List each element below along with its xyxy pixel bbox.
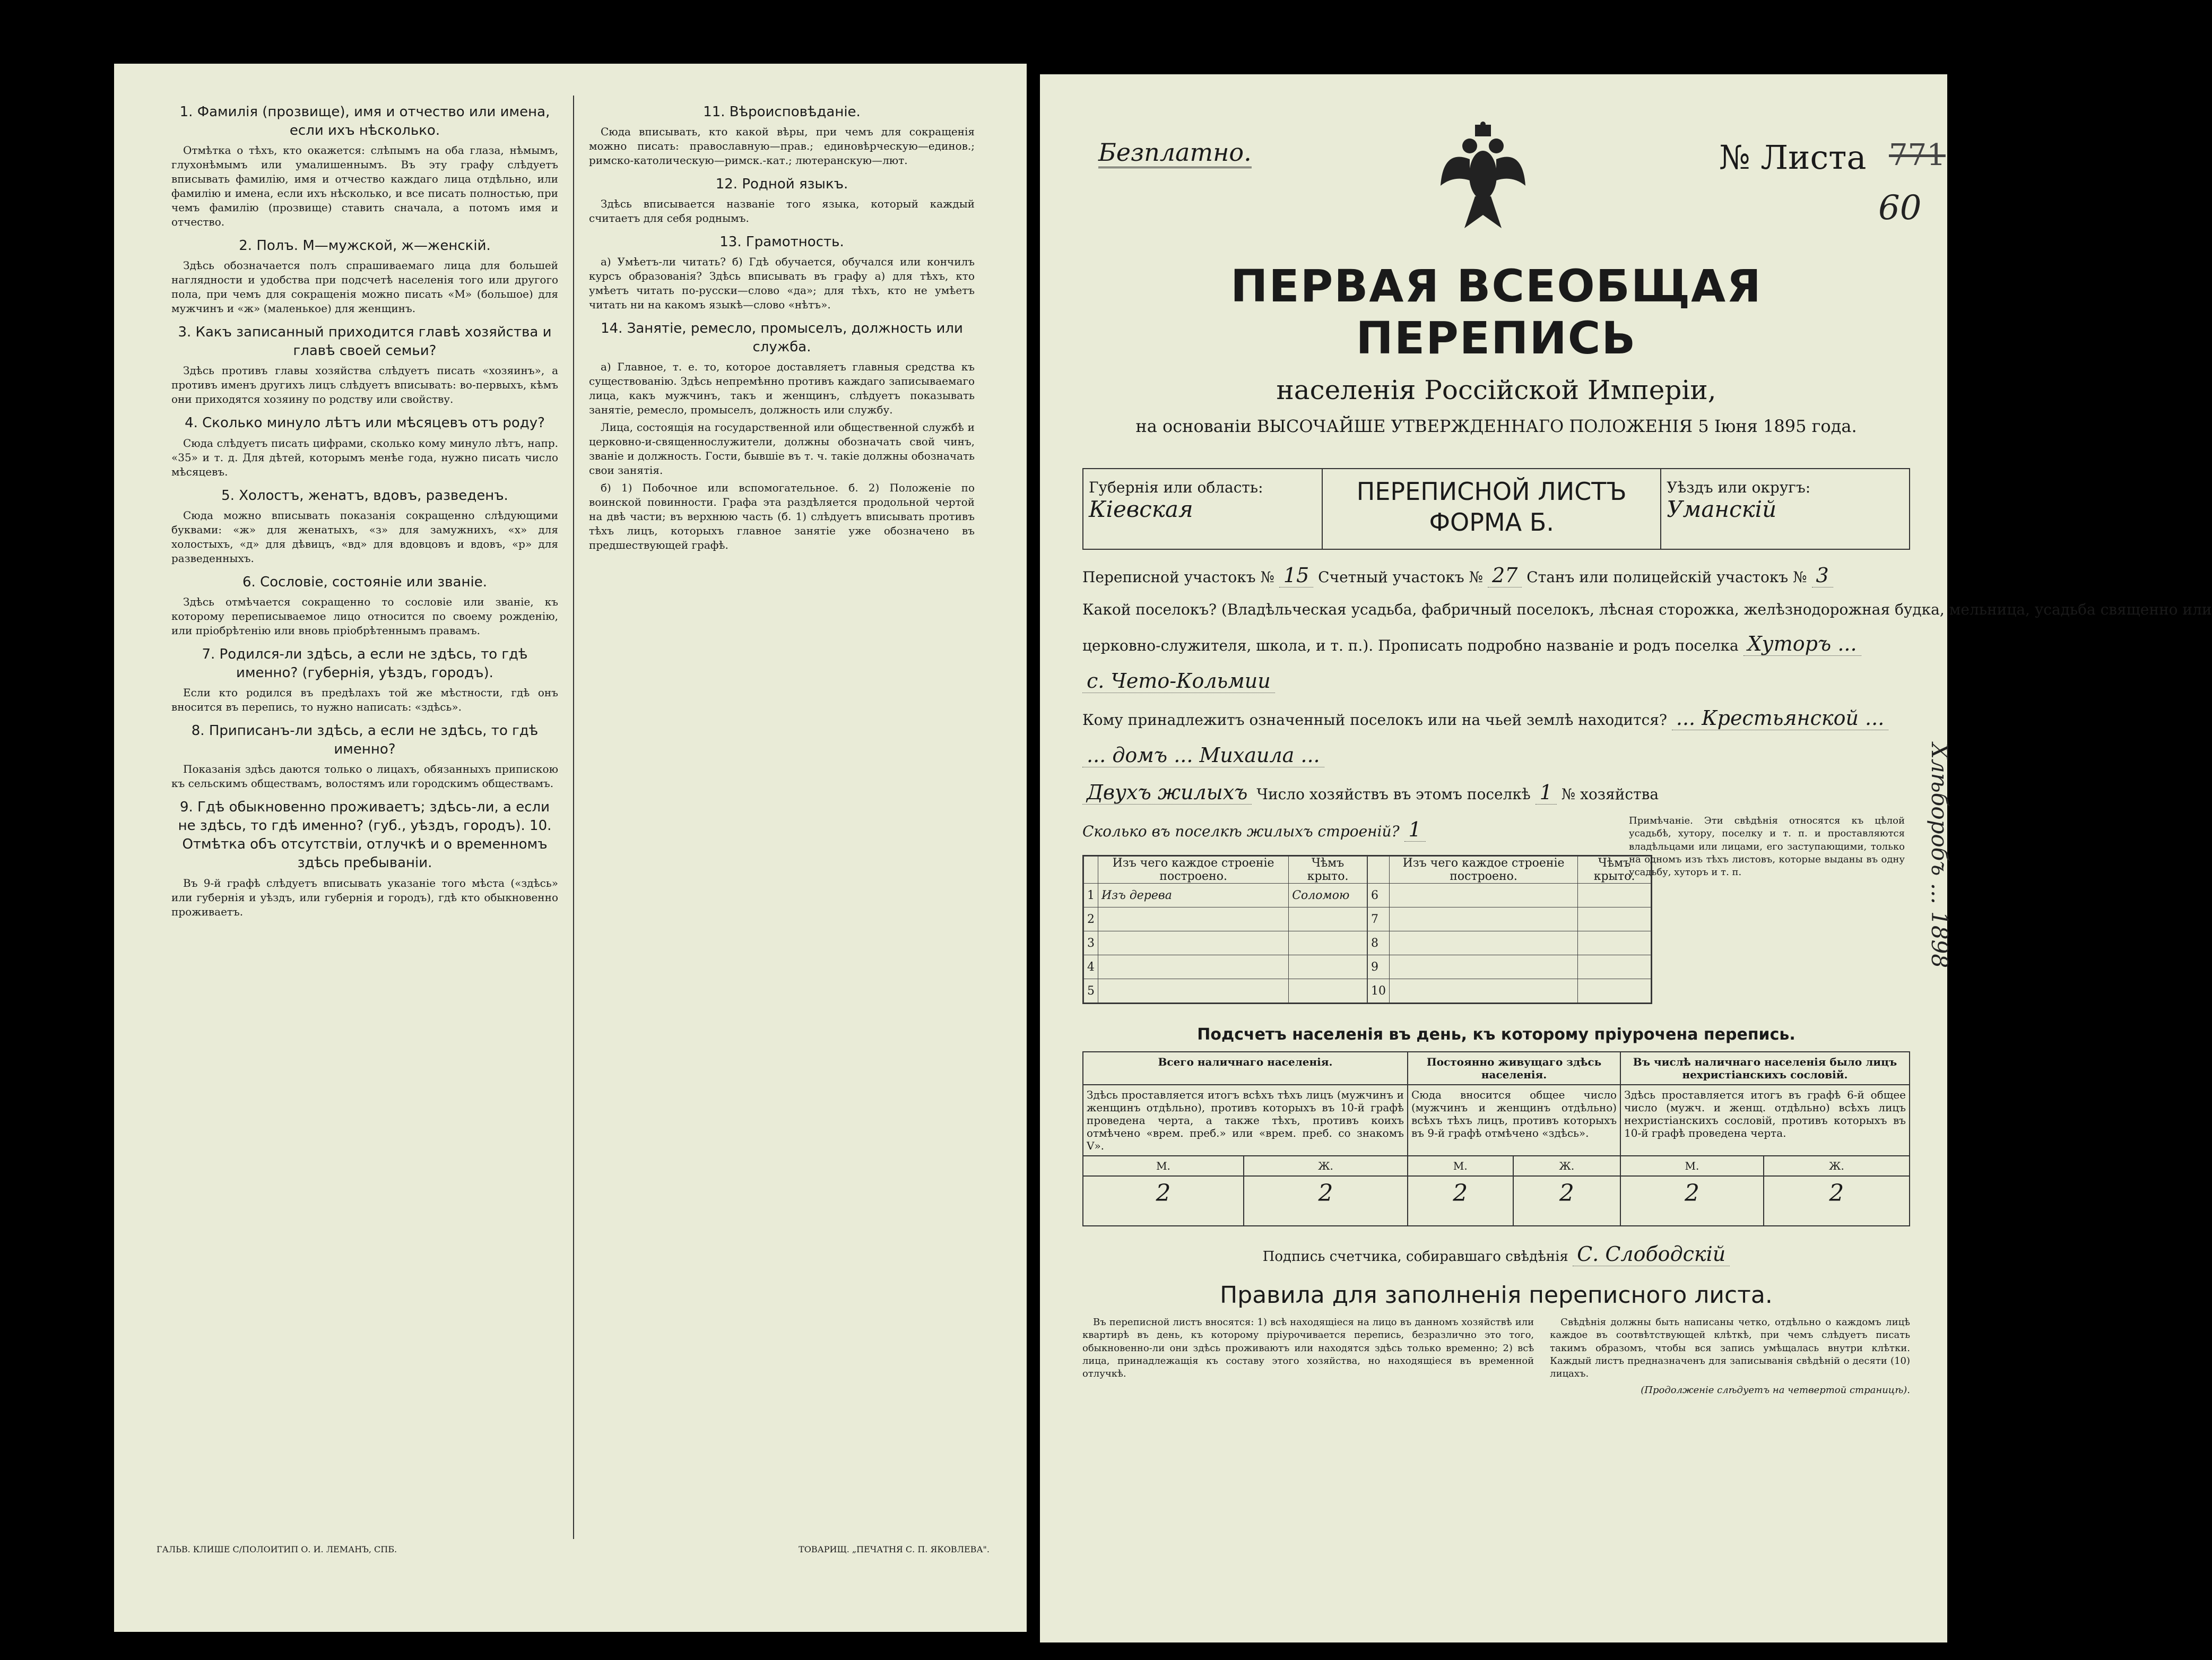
building-row (1084, 907, 1367, 931)
printer-right: ТОВАРИЩ. „ПЕЧАТНЯ С. П. ЯКОВЛЕВА". (799, 1544, 990, 1554)
section-text: а) Главное, т. е. то, которое доставляетъ главныя средства къ существованію. Здѣсь непремѣнно противъ каждаго записываемаго лица, какъ мужчинъ, такъ и женщинъ, слѣдуетъ показывать занятіе, ремесло, промыселъ, должность или службу. (589, 360, 975, 417)
printer-left: ГАЛЬВ. КЛИШЕ С/ПОЛОИТИП О. И. ЛЕМАНЪ, СПБ. (157, 1544, 397, 1554)
household-number-label: № хозяйства (1561, 785, 1659, 803)
settlement-name-value: Хуторъ ... (1743, 632, 1861, 656)
signature-value: С. Слободскій (1573, 1242, 1730, 1266)
built-of-header: Изъ чего каждое строеніе построено. (1098, 857, 1289, 884)
settlement-row: Какой поселокъ? (Владѣльческая усадьба, фабричный поселокъ, лѣсная сторожка, желѣзнодорожная будка, мельница, усадьба священно или (1082, 601, 2212, 618)
precinct-label: Переписной участокъ № (1082, 568, 1274, 586)
section-text: Сюда слѣдуетъ писать цифрами, сколько кому минуло лѣтъ, напр. «35» и т. д. Для дѣтей, которымъ менѣе года, нужно писать число мѣсяцевъ. (171, 436, 558, 478)
signature-row (1082, 1242, 1910, 1266)
section-heading: 13. Грамотность. (719, 234, 844, 250)
settlement-row-3 (1082, 669, 1910, 693)
building-cell: 3 (1084, 931, 1098, 955)
owner-row-2 (1082, 743, 1910, 767)
building-cell: 8 (1368, 931, 1390, 955)
section-heading: 7. Родился-ли здѣсь, а если не здѣсь, то гдѣ именно? (губернія, уѣздъ, городъ). (202, 646, 528, 681)
sex-header: М. (1083, 1156, 1244, 1176)
form-name: ПЕРЕПИСНОЙ ЛИСТЪ (1356, 477, 1627, 506)
section-text: а) Умѣетъ-ли читать? б) Гдѣ обучается, обучался или кончилъ курсъ образованія? Здѣсь вписывать въ графу а) для тѣхъ, кто умѣетъ читать по-русски—слово «да»; для тѣхъ, кто не умѣетъ читать ни на какомъ языкѣ—слово «нѣтъ». (589, 255, 975, 312)
population-column-header: Въ числѣ наличнаго населенія было лицъ нехристіанскихъ сословій. (1620, 1052, 1910, 1085)
building-cell (1289, 907, 1367, 931)
governorate-value: Кіевская (1089, 496, 1193, 522)
population-column-text: Здѣсь проставляется итогъ въ графѣ 6-й общее число (мужч. и женщ. отдѣльно) всѣхъ лицъ нехристіанскихъ сословій, противъ которыхъ въ 10-й графѣ проведена черта. (1620, 1085, 1910, 1156)
building-cell (1098, 955, 1289, 979)
buildings-table-left (1083, 856, 1367, 1003)
section-heading: 2. Полъ. М—мужской, ж—женскій. (239, 238, 491, 254)
sheet-number-label: № Листа (1719, 138, 1867, 177)
form-header-box (1082, 468, 1910, 550)
building-cell: 4 (1084, 955, 1098, 979)
population-value: 2 (1408, 1176, 1513, 1226)
population-value: 2 (1244, 1176, 1408, 1226)
population-column-header: Постоянно живущаго здѣсь населенія. (1408, 1052, 1620, 1085)
roofed-with-header: Чѣмъ крыто. (1289, 857, 1367, 884)
precinct-value: 15 (1279, 564, 1313, 587)
owner-value: ... Крестьянской ... (1672, 706, 1888, 730)
section-heading: 1. Фамилія (прозвище), имя и отчество или имена, если ихъ нѣсколько. (179, 104, 550, 139)
legal-basis: на основаніи ВЫСОЧАЙШЕ УТВЕРЖДЕННАГО ПОЛОЖЕНІЯ 5 Іюня 1895 года. (1135, 416, 1857, 436)
section-text: Сюда можно вписывать показанія сокращенно слѣдующими буквами: «ж» для женатыхъ, «з» для замужнихъ, «х» для холостыхъ, «д» для дѣвицъ, «вд» для вдовцовъ и вдовъ, «р» для разведенныхъ. (171, 508, 558, 565)
owner-value-2: ... домъ ... Михаила ... (1082, 743, 1324, 767)
governorate-label: Губернія или область: (1089, 479, 1263, 496)
building-row (1084, 979, 1367, 1003)
section-text: Отмѣтка о тѣхъ, кто окажется: слѣпымъ на оба глаза, нѣмымъ, глухонѣмымъ или умалишеннымъ. Въ эту графу слѣдуетъ вписывать фамилію, имя и отчество каждаго лица отдѣльно, или фамилію и имена, если ихъ нѣсколько, и все писать полностью, при чемъ фамилію (прозвище) ставить сначала, а потомъ имя и отчество. (171, 144, 558, 229)
building-cell (1098, 931, 1289, 955)
section-text: Лица, состоящія на государственной или общественной службѣ и церковно-и-священнослужители, должны обозначать свой чинъ, званіе и должность. Гости, бывшіе въ т. ч. такіе должны обозначать свои занятія. (589, 421, 975, 477)
building-row (1368, 907, 1651, 931)
section-text: б) 1) Побочное или вспомогательное. б. 2) Положеніе по воинской повинности. Графа эта раздѣляется продольной чертой на двѣ части; въ верхнюю часть (б. 1) слѣдуетъ вписывать противъ тѣхъ лицъ, которыхъ главное занятіе уже обозначено въ предшествующей графѣ. (589, 481, 975, 552)
district-value: Уманскій (1667, 496, 1777, 522)
left-page (114, 64, 1027, 1632)
sex-header: М. (1620, 1156, 1764, 1176)
section-text: Въ 9-й графѣ слѣдуетъ вписывать указаніе того мѣста («здѣсь» или губернія и уѣздъ, или губернія и городъ), гдѣ кто обыкновенно проживаетъ. (171, 876, 558, 918)
signature-label: Подпись счетчика, собиравшаго свѣдѣнія (1262, 1249, 1568, 1265)
free-label: Безплатно. (1098, 138, 1252, 168)
building-cell: 9 (1368, 955, 1390, 979)
households-label: Число хозяйствъ въ этомъ поселкѣ (1256, 785, 1531, 803)
section-heading: 12. Родной языкъ. (715, 176, 848, 193)
section-heading: 8. Приписанъ-ли здѣсь, а если не здѣсь, то гдѣ именно? (191, 722, 539, 758)
section-text: Сюда вписывать, кто какой вѣры, при чемъ для сокращенія можно писать: православную—прав.; единовѣрческую—единов.; римско-католическую—римск.-кат.; лютеранскую—лют. (589, 125, 975, 167)
building-row (1368, 931, 1651, 955)
section-text: Здѣсь противъ главы хозяйства слѣдуетъ писать «хозяинъ», а противъ именъ другихъ лицъ слѣдуетъ вписывать: во-первыхъ, кѣмъ они приходятся хозяину по родству или свойству. (171, 364, 558, 406)
left-column-1 (157, 96, 573, 1539)
building-cell: 10 (1368, 979, 1390, 1003)
built-of-header-2: Изъ чего каждое строеніе построено. (1390, 857, 1578, 884)
district-cell (1661, 469, 1909, 549)
building-row (1084, 955, 1367, 979)
sheet-number-value: 771 (1889, 138, 1946, 172)
building-cell: 6 (1368, 884, 1390, 907)
note-text: Примѣчаніе. Эти свѣдѣнія относятся къ цѣлой усадьбѣ, хутору, поселку и т. п. и проставляются владѣльцами или лицами, его заступающими, только на одномъ изъ тѣхъ листовъ, которые выданы въ одну усадьбу, хуторъ и т. п. (1629, 815, 1905, 878)
section-text: Если кто родился въ предѣлахъ той же мѣстности, гдѣ онъ вносится въ перепись, то нужно написать: «здѣсь». (171, 686, 558, 713)
population-column-text: Сюда вносится общее число (мужчинъ и женщинъ отдѣльно) всѣхъ тѣхъ лицъ, противъ которыхъ въ 9-й графѣ отмѣчено «здѣсь». (1408, 1085, 1620, 1156)
buildings-label: Сколько въ поселкѣ жилыхъ строеній? (1082, 823, 1400, 840)
section-heading: 5. Холостъ, женатъ, вдовъ, разведенъ. (221, 487, 508, 504)
population-value: 2 (1083, 1176, 1244, 1226)
buildings-table-right (1367, 856, 1651, 1003)
side-handwriting: Хлѣборобъ ... 1898 (1927, 743, 1953, 969)
building-cell: 5 (1084, 979, 1098, 1003)
building-row (1368, 979, 1651, 1003)
roofed-with-header-2: Чѣмъ крыто. (1578, 857, 1651, 884)
building-row (1084, 884, 1367, 907)
section-heading: 6. Сословіе, состояніе или званіе. (242, 574, 487, 590)
settlement-name-label: церковно-служителя, школа, и т. п.). Прописать подробно названіе и родъ поселка (1082, 637, 1739, 654)
section-heading: 9. Гдѣ обыкновенно проживаетъ; здѣсь-ли, а если не здѣсь, то гдѣ именно? (губ., уѣздъ, городъ). 10. Отмѣтка объ отсутствіи, отлучкѣ и о временномъ здѣсь пребываніи. (178, 799, 552, 871)
building-cell: 7 (1368, 907, 1390, 931)
sex-header: М. (1408, 1156, 1513, 1176)
population-column-header: Всего наличнаго населенія. (1083, 1052, 1408, 1085)
double-headed-eagle-icon (1438, 122, 1528, 239)
precinct-row (1082, 564, 1910, 587)
population-count-table (1082, 1051, 1910, 1226)
count-precinct-value: 27 (1488, 564, 1522, 587)
village-value: с. Чето-Кольмии (1082, 669, 1275, 693)
owner-label: Кому принадлежитъ означенный поселокъ или на чьей землѣ находится? (1082, 711, 1667, 729)
owner-row (1082, 706, 1910, 730)
sheet-number-handwritten: 60 (1878, 188, 1922, 228)
households-row (1082, 781, 1910, 804)
building-row (1084, 931, 1367, 955)
population-value: 2 (1513, 1176, 1621, 1226)
building-cell: 2 (1084, 907, 1098, 931)
population-column-text: Здѣсь проставляется итогъ всѣхъ тѣхъ лицъ (мужчинъ и женщинъ отдѣльно), противъ которыхъ въ 10-й графѣ проведена черта, а также тѣхъ, противъ коихъ отмѣчено «врем. преб.» или «врем. преб. со знакомъ V». (1083, 1085, 1408, 1156)
district-label: Уѣздъ или округъ: (1667, 479, 1811, 496)
section-text: Здѣсь вписывается названіе того языка, который каждый считаетъ для себя роднымъ. (589, 197, 975, 225)
section-heading: 14. Занятіе, ремесло, промыселъ, должность или служба. (601, 321, 963, 356)
page-title: ПЕРВАЯ ВСЕОБЩАЯ ПЕРЕПИСЬ (1230, 260, 1762, 364)
count-precinct-label: Счетный участокъ № (1318, 568, 1484, 586)
right-page (1040, 74, 2212, 1642)
section-heading: 3. Какъ записанный приходится главѣ хозяйства и главѣ своей семьи? (178, 324, 552, 359)
left-page-footer (157, 1544, 990, 1554)
building-cell (1289, 955, 1367, 979)
building-cell (1098, 907, 1289, 931)
form-name-cell (1323, 469, 1661, 549)
building-row (1368, 955, 1651, 979)
building-cell: 1 (1084, 884, 1098, 907)
sex-header: Ж. (1764, 1156, 1910, 1176)
form-type: ФОРМА Б. (1429, 507, 1554, 537)
rules-continuation: (Продолженіе слѣдуетъ на четвертой страницѣ). (1641, 1385, 1910, 1396)
police-precinct-label: Станъ или полицейскій участокъ № (1526, 568, 1807, 586)
section-text: Здѣсь отмѣчается сокращенно то сословіе или званіе, къ которому переписываемое лицо относится по своему рожденію, или пріобрѣтенію или вновь пріобрѣтеннымъ правамъ. (171, 595, 558, 637)
rules-right-text: Свѣдѣнія должны быть написаны четко, отдѣльно о каждомъ лицѣ каждое въ соотвѣтствующей клѣткѣ, при чемъ слѣдуетъ писать такимъ образомъ, чтобы вся запись умѣщалась внутри клѣтки. Каждый листъ предназначенъ для записыванія свѣдѣній о десяти (10) лицахъ. (1550, 1317, 1910, 1380)
building-cell: Соломою (1289, 884, 1367, 907)
sex-header: Ж. (1244, 1156, 1408, 1176)
governorate-cell (1083, 469, 1323, 549)
rules-left-text: Въ переписной листъ вносятся: 1) всѣ находящіеся на лицо въ данномъ хозяйствѣ или квартирѣ въ день, къ которому пріурочивается перепись, безразлично это того, обыкновенно-ли они здѣсь проживаютъ или находятся здѣсь только временно; 2) всѣ лица, принадлежащія къ составу этого хозяйства, но находящіеся въ временной отлучкѣ. (1082, 1317, 1534, 1380)
section-text: Показанія здѣсь даются только о лицахъ, обязанныхъ припискою къ сельскимъ обществамъ, волостямъ или городскимъ обществамъ. (171, 763, 558, 790)
rules-text (1082, 1316, 1910, 1380)
sex-header: Ж. (1513, 1156, 1621, 1176)
building-cell (1289, 979, 1367, 1003)
building-cell (1098, 979, 1289, 1003)
settlement-row-2 (1082, 632, 1910, 655)
page-subtitle: населенія Россійской Имперіи, (1276, 375, 1716, 405)
header (1082, 117, 1946, 292)
population-value: 2 (1764, 1176, 1910, 1226)
building-cell (1289, 931, 1367, 955)
households-value: 1 (1536, 781, 1557, 805)
section-heading: 11. Вѣроисповѣданіе. (703, 104, 861, 120)
police-precinct-value: 3 (1812, 564, 1833, 587)
households-hand: Двухъ жилыхъ (1082, 781, 1252, 805)
rules-title: Правила для заполненія переписного листа. (1220, 1282, 1773, 1309)
population-count-title: Подсчетъ населенія въ день, къ которому пріурочена перепись. (1197, 1025, 1795, 1044)
buildings-table (1082, 855, 1652, 1004)
population-value: 2 (1620, 1176, 1764, 1226)
building-cell: Изъ дерева (1098, 884, 1289, 907)
section-text: Здѣсь обозначается полъ спрашиваемаго лица для большей наглядности и удобства при подсчетѣ населенія того или другого пола, при чемъ для сокращенія можно писать «М» (большое) для мужчинъ и «ж» (маленькое) для женщинъ. (171, 259, 558, 315)
building-row (1368, 884, 1651, 907)
left-column-2 (573, 96, 990, 1539)
buildings-value: 1 (1404, 818, 1426, 842)
section-heading: 4. Сколько минуло лѣтъ или мѣсяцевъ отъ роду? (185, 415, 545, 431)
